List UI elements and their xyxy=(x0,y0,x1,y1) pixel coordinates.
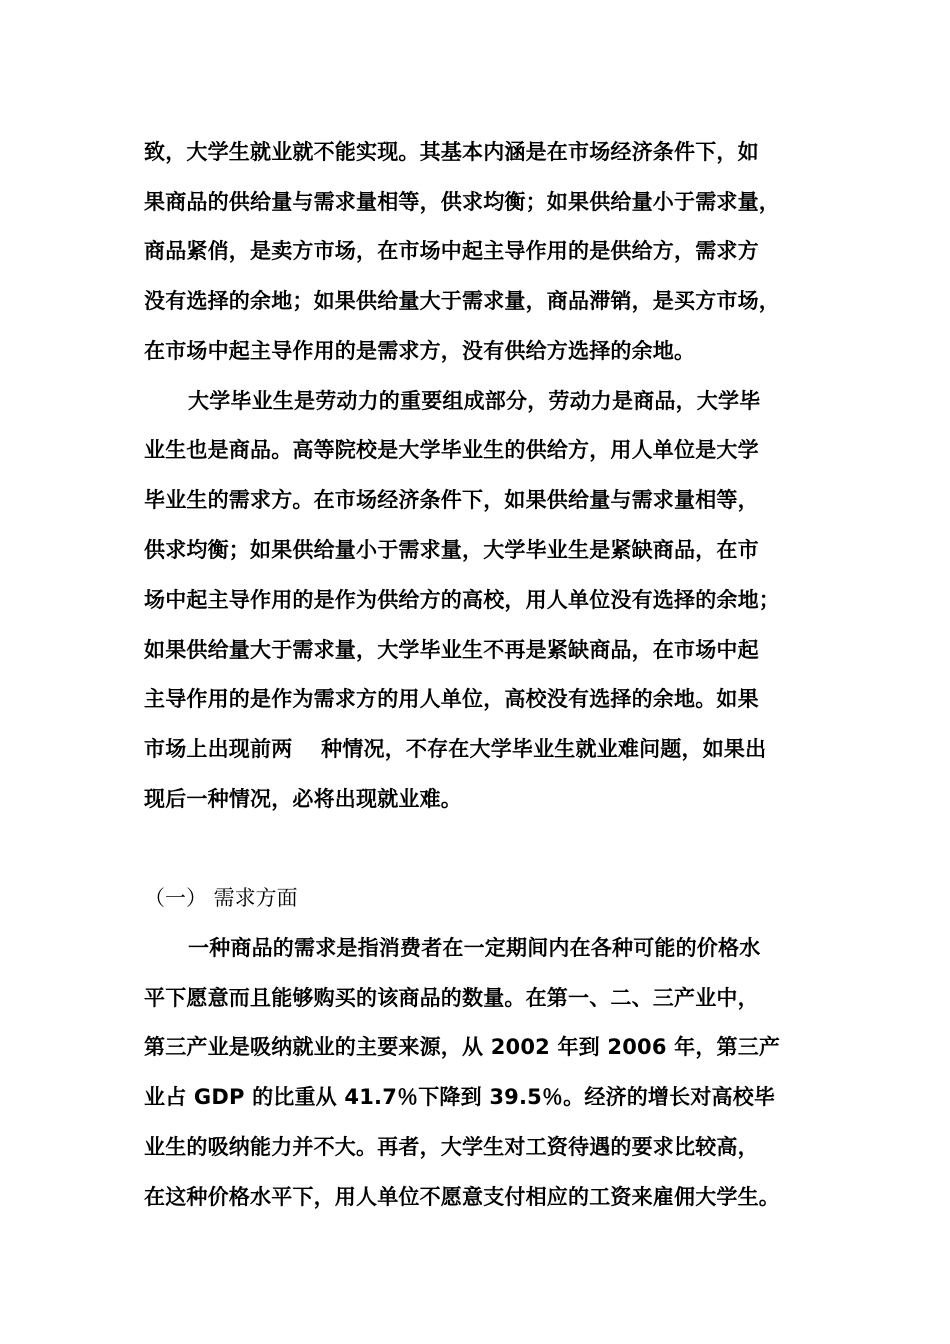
paragraph-2-line-3: 毕业生的需求方。在市场经济条件下，如果供给量与需求量相等， xyxy=(144,488,759,512)
section-line-5: 业生的吸纳能力并不大。再者，大学生对工资待遇的要求比较高， xyxy=(144,1135,759,1159)
section-line-1: 一种商品的需求是指消费者在一定期间内在各种可能的价格水 xyxy=(188,936,761,960)
paragraph-2-line-2: 业生也是商品。高等院校是大学毕业生的供给方，用人单位是大学 xyxy=(144,438,759,462)
paragraph-1-line-3: 商品紧俏，是卖方市场，在市场中起主导作用的是供给方，需求方 xyxy=(144,239,759,263)
paragraph-2-line-9: 现后一种情况，必将出现就业难。 xyxy=(144,787,462,811)
section-heading: （一） 需求方面 xyxy=(144,886,298,910)
paragraph-2-line-8: 市场上出现前两 种情况，不存在大学毕业生就业难问题，如果出 xyxy=(144,737,767,761)
section-line-6: 在这种价格水平下，用人单位不愿意支付相应的工资来雇佣大学生。 xyxy=(144,1185,780,1209)
section-line-4: 业占 GDP 的比重从 41.7％下降到 39.5％。经济的增长对高校毕 xyxy=(144,1085,776,1109)
paragraph-2-line-5: 场中起主导作用的是作为供给方的高校，用人单位没有选择的余地； xyxy=(144,588,780,612)
paragraph-2-line-6: 如果供给量大于需求量，大学毕业生不再是紧缺商品，在市场中起 xyxy=(144,638,759,662)
paragraph-1-line-1: 致，大学生就业就不能实现。其基本内涵是在市场经济条件下，如 xyxy=(144,140,759,164)
paragraph-2-line-7: 主导作用的是作为需求方的用人单位，高校没有选择的余地。如果 xyxy=(144,687,759,711)
paragraph-1-line-2: 果商品的供给量与需求量相等，供求均衡；如果供给量小于需求量， xyxy=(144,190,780,214)
paragraph-2-line-4: 供求均衡；如果供给量小于需求量，大学毕业生是紧缺商品，在市 xyxy=(144,538,759,562)
section-line-2: 平下愿意而且能够购买的该商品的数量。在第一、二、三产业中， xyxy=(144,986,759,1010)
paragraph-2-line-1: 大学毕业生是劳动力的重要组成部分，劳动力是商品，大学毕 xyxy=(188,389,761,413)
section-line-3: 第三产业是吸纳就业的主要来源，从 2002 年到 2006 年，第三产 xyxy=(144,1035,781,1059)
paragraph-1-line-4: 没有选择的余地；如果供给量大于需求量，商品滞销，是买方市场， xyxy=(144,289,780,313)
paragraph-1-line-5: 在市场中起主导作用的是需求方，没有供给方选择的余地。 xyxy=(144,339,696,363)
